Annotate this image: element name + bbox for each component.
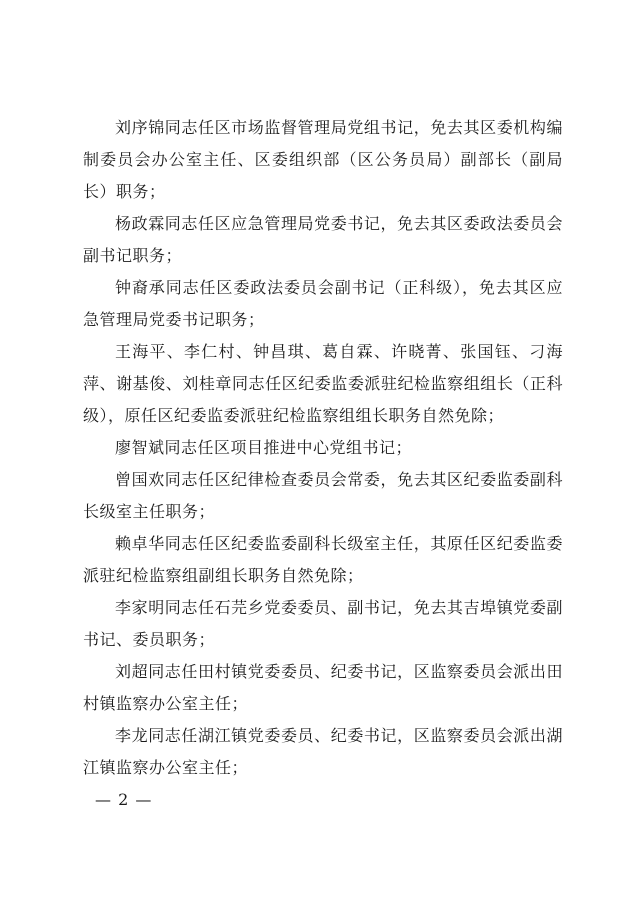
appointment-paragraph: 王海平、李仁村、钟昌琪、葛自霖、许晓菁、张国钰、刁海萍、谢基俊、刘桂章同志任区纪委监委派驻纪检监察组组长（正科级），原任区纪委监委派驻纪检监察组组长职务自然免除； [83,342,563,425]
appointment-paragraph: 廖智斌同志任区项目推进中心党组书记； [115,438,413,457]
appointment-paragraph: 钟裔承同志任区委政法委员会副书记（正科级），免去其区应急管理局党委书记职务； [83,278,563,329]
appointment-paragraph: 李家明同志任石芫乡党委委员、副书记，免去其吉埠镇党委副书记、委员职务； [83,598,563,649]
appointment-paragraph: 刘序锦同志任区市场监督管理局党组书记，免去其区委机构编制委员会办公室主任、区委组织部（区公务员局）副部长（副局长）职务； [83,118,563,201]
appointment-paragraph: 赖卓华同志任区纪委监委副科长级室主任，其原任区纪委监委派驻纪检监察组副组长职务自然免除； [83,534,563,585]
appointment-paragraph: 杨政霖同志任区应急管理局党委书记，免去其区委政法委员会副书记职务； [83,214,563,265]
page-number: — 2 — [95,790,153,809]
document-body [83,112,563,784]
appointment-paragraph: 曾国欢同志任区纪律检查委员会常委，免去其区纪委监委副科长级室主任职务； [83,470,563,521]
appointment-paragraph: 刘超同志任田村镇党委委员、纪委书记，区监察委员会派出田村镇监察办公室主任； [83,662,563,713]
appointment-paragraph: 李龙同志任湖江镇党委委员、纪委书记，区监察委员会派出湖江镇监察办公室主任； [83,726,563,777]
